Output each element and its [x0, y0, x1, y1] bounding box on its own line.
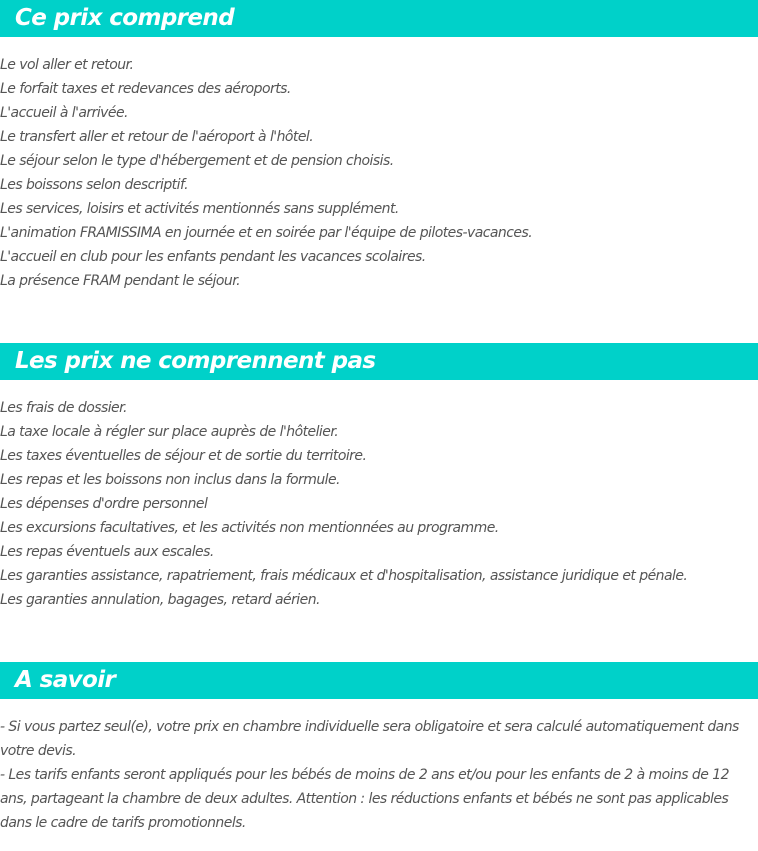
list-item: L'accueil à l'arrivée.: [0, 105, 128, 121]
list-item: Le transfert aller et retour de l'aéroport à l'hôtel.: [0, 129, 314, 145]
included-items-list: [0, 53, 758, 293]
list-item: Les repas éventuels aux escales.: [0, 544, 214, 560]
excluded-items-list: [0, 396, 758, 612]
list-item: Les services, loisirs et activités mentionnés sans supplément.: [0, 201, 399, 217]
list-item: Le vol aller et retour.: [0, 57, 134, 73]
list-item: Les garanties assistance, rapatriement, frais médicaux et d'hospitalisation, assistance juridique et pénale.: [0, 568, 688, 584]
list-item: L'accueil en club pour les enfants pendant les vacances scolaires.: [0, 249, 426, 265]
list-item: Les garanties annulation, bagages, retard aérien.: [0, 592, 320, 608]
list-item: Les dépenses d'ordre personnel: [0, 496, 208, 512]
list-item: Les excursions facultatives, et les activités non mentionnées au programme.: [0, 520, 499, 536]
list-item: Les boissons selon descriptif.: [0, 177, 188, 193]
section-good-to-know: [0, 662, 758, 835]
list-item: Le forfait taxes et redevances des aéroports.: [0, 81, 291, 97]
list-item: La présence FRAM pendant le séjour.: [0, 273, 241, 289]
note-paragraph: - Les tarifs enfants seront appliqués pour les bébés de moins de 2 ans et/ou pour les enfants de 2 à moins de 12 ans, partageant la chambre de deux adultes. Attention : les réductions enfants et bébés ne sont pas applicables dans le cadre de tarifs promotionnels.: [0, 767, 729, 831]
section-price-excludes: [0, 343, 758, 612]
list-item: Les frais de dossier.: [0, 400, 127, 416]
section-price-includes: [0, 0, 758, 293]
section-title: Ce prix comprend: [0, 0, 758, 37]
notes-body: [0, 715, 758, 835]
section-title: A savoir: [0, 662, 758, 699]
section-title: Les prix ne comprennent pas: [0, 343, 758, 380]
list-item: La taxe locale à régler sur place auprès de l'hôtelier.: [0, 424, 339, 440]
note-paragraph: - Si vous partez seul(e), votre prix en chambre individuelle sera obligatoire et sera calculé automatiquement dans votre devis.: [0, 719, 739, 759]
list-item: L'animation FRAMISSIMA en journée et en soirée par l'équipe de pilotes-vacances.: [0, 225, 533, 241]
list-item: Les repas et les boissons non inclus dans la formule.: [0, 472, 340, 488]
list-item: Les taxes éventuelles de séjour et de sortie du territoire.: [0, 448, 367, 464]
list-item: Le séjour selon le type d'hébergement et de pension choisis.: [0, 153, 394, 169]
